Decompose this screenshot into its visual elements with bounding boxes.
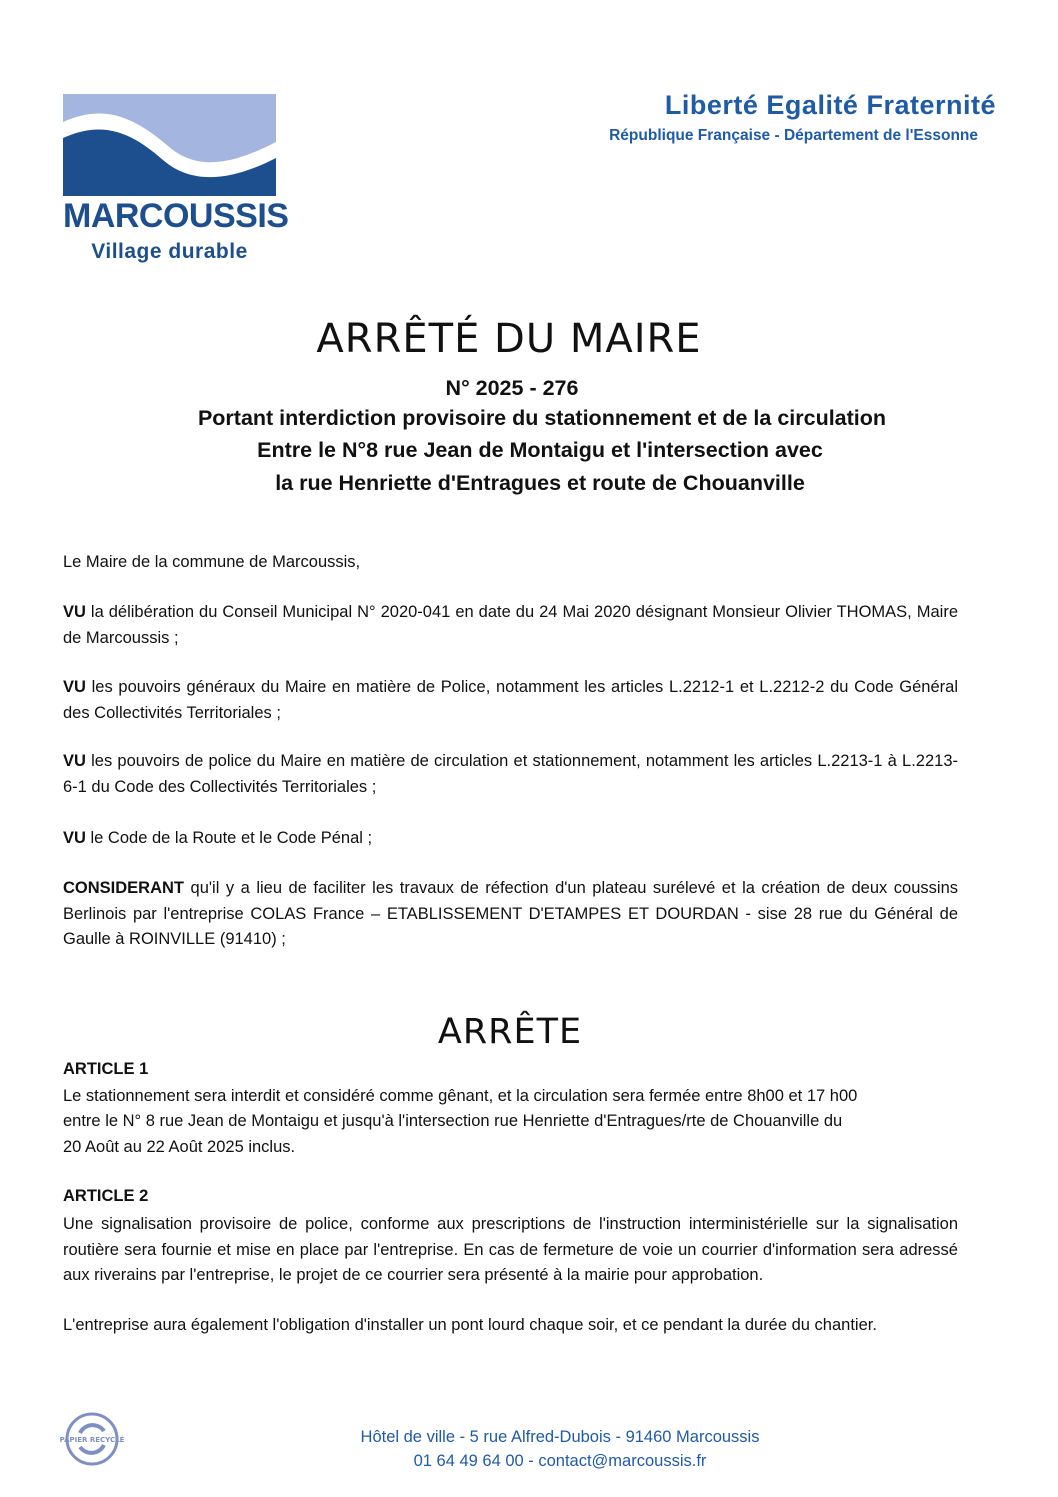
- vu-label: VU: [63, 603, 86, 621]
- republic-subtitle: République Française - Département de l'Essonne: [609, 127, 978, 144]
- recycled-paper-icon: [59, 1411, 125, 1467]
- arrete-heading: ARRÊTE: [437, 1012, 583, 1052]
- vu-paragraph-4: [63, 826, 958, 852]
- vu-label: VU: [63, 678, 86, 696]
- considerant-label: CONSIDERANT: [63, 879, 185, 897]
- subtitle-line-3: la rue Henriette d'Entragues et route de Chouanville: [275, 471, 805, 495]
- vu-text: les pouvoirs de police du Maire en matière de circulation et stationnement, notamment les articles L.2213-1 à L.2213-6-1 du Code des Collectivités Territoriales ;: [63, 752, 958, 796]
- article-1-line-2: entre le N° 8 rue Jean de Montaigu et jusqu'à l'intersection rue Henriette d'Entragues/rte de Chouanville du: [63, 1112, 843, 1130]
- footer-contact: 01 64 49 64 00 - contact@marcoussis.fr: [413, 1452, 707, 1470]
- document-title: ARRÊTÉ DU MAIRE: [316, 316, 702, 362]
- article-1-line-1: Le stationnement sera interdit et considéré comme gênant, et la circulation sera fermée entre 8h00 et 17 h00: [63, 1087, 858, 1105]
- vu-text: la délibération du Conseil Municipal N° 2020-041 en date du 24 Mai 2020 désignant Monsieur Olivier THOMAS, Maire de Marcoussis ;: [63, 603, 958, 647]
- vu-paragraph-3: [63, 749, 958, 800]
- vu-label: VU: [63, 829, 86, 847]
- recycle-logo-text: PAPIER RECYCLÉ: [59, 1436, 125, 1444]
- vu-paragraph-1: [63, 600, 958, 651]
- article-1-line-3: 20 Août au 22 Août 2025 inclus.: [63, 1138, 296, 1156]
- logo-wordmark: MARCOUSSIS: [63, 197, 289, 235]
- vu-paragraph-2: [63, 675, 958, 726]
- article-1-title: ARTICLE 1: [63, 1060, 149, 1078]
- logo-tagline: Village durable: [91, 240, 248, 263]
- vu-text: le Code de la Route et le Code Pénal ;: [85, 829, 373, 847]
- vu-label: VU: [63, 752, 86, 770]
- considerant-text: qu'il y a lieu de faciliter les travaux de réfection d'un plateau surélevé et la création de deux coussins Berlinois par l'entreprise COLAS France – ETABLISSEMENT D'ETAMPES ET DOURDAN - sise 28 rue du Général de Gaulle à ROINVILLE (91410) ;: [63, 879, 958, 948]
- article-2-title: ARTICLE 2: [63, 1187, 149, 1205]
- republic-motto: Liberté Egalité Fraternité: [664, 90, 996, 120]
- footer-address: Hôtel de ville - 5 rue Alfred-Dubois - 91460 Marcoussis: [360, 1428, 760, 1446]
- article-2-paragraph-1: Une signalisation provisoire de police, conforme aux prescriptions de l'instruction interministérielle sur la signalisation routière sera fournie et mise en place par l'entreprise. En cas de fermeture de voie un courrier d'information sera adressé aux riverains par l'entreprise, le projet de ce courrier sera présenté à la mairie pour approbation.: [63, 1215, 958, 1284]
- considerant-paragraph: [63, 876, 958, 953]
- arrete-number: N° 2025 - 276: [445, 376, 579, 400]
- intro-paragraph: Le Maire de la commune de Marcoussis,: [63, 553, 361, 571]
- subtitle-line-1: Portant interdiction provisoire du stationnement et de la circulation: [197, 406, 887, 430]
- vu-text: les pouvoirs généraux du Maire en matière de Police, notamment les articles L.2212-1 et L.2212-2 du Code Général des Collectivités Territoriales ;: [63, 678, 958, 722]
- article-2-paragraph-2: L'entreprise aura également l'obligation d'installer un pont lourd chaque soir, et ce pendant la durée du chantier.: [63, 1316, 877, 1334]
- subtitle-line-2: Entre le N°8 rue Jean de Montaigu et l'intersection avec: [257, 438, 823, 462]
